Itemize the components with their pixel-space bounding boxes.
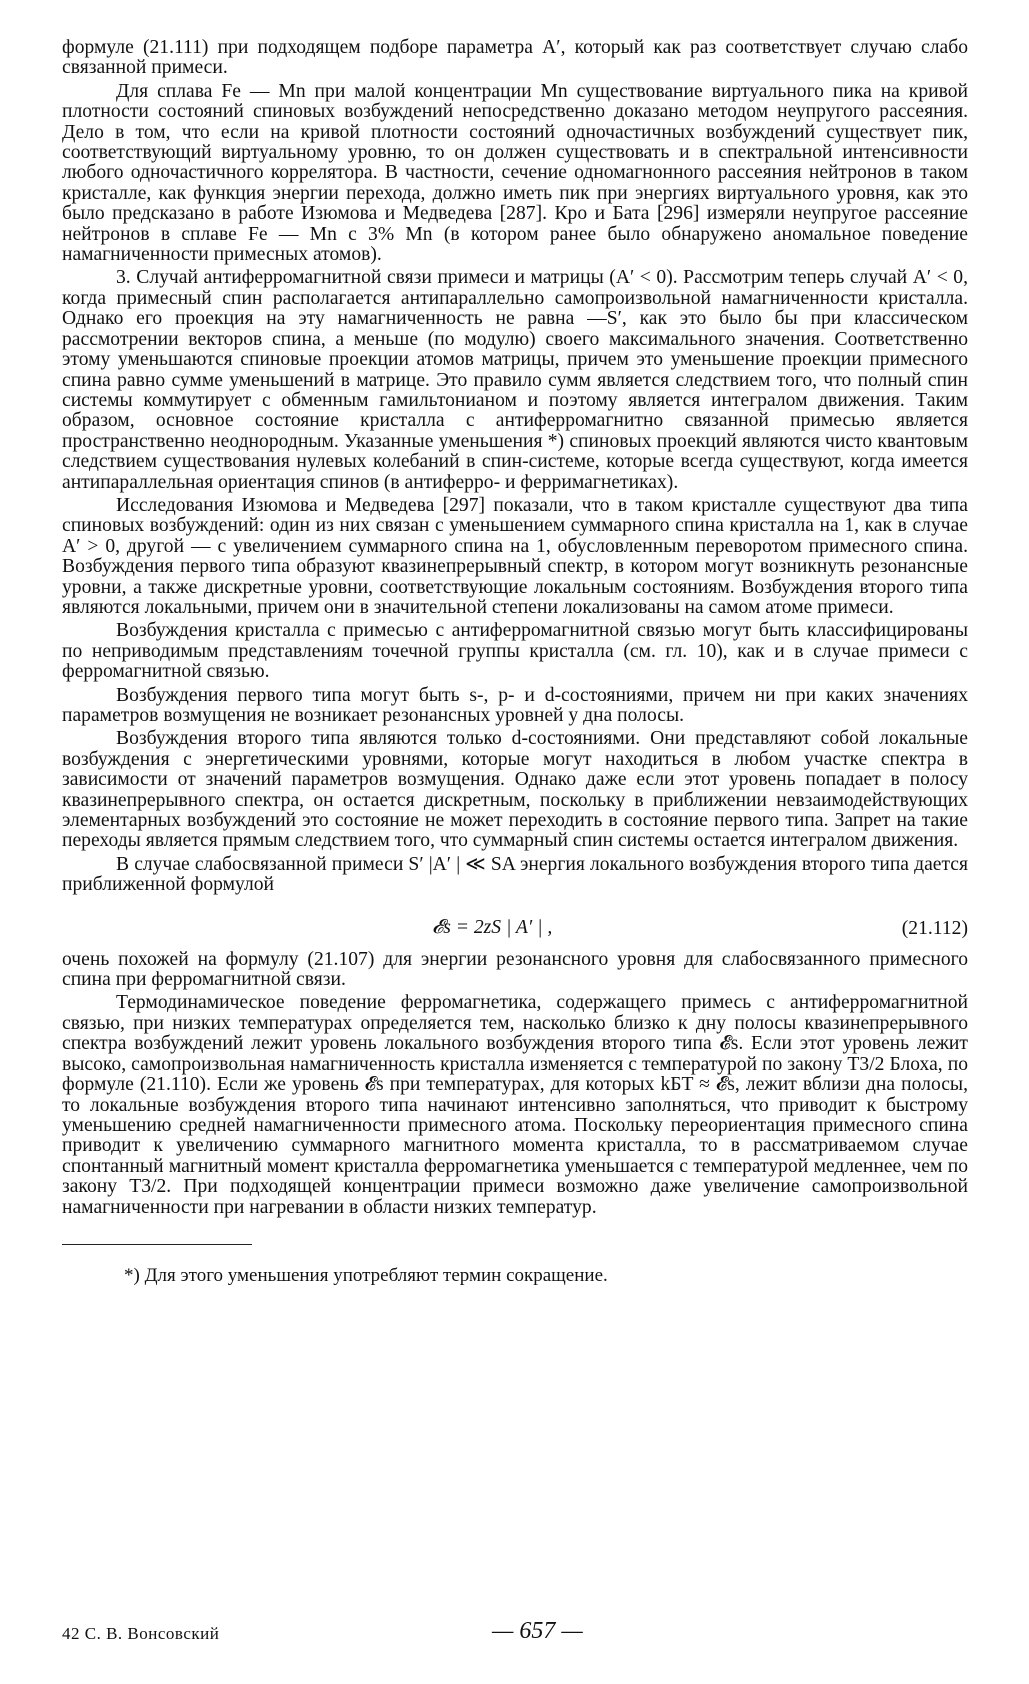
paragraph: Для сплава Fe — Mn при малой концентрации Mn существование виртуального пика на кривой плотности состояний спиновых возбуждений непосредственно доказано методом неупругого рассеяния. Дело в том, что если на кривой плотности состояний одночастичных возбуждений существует пик, соответствующий виртуальному уровню, то он должен существовать и в спектральной интенсивности любого одночастичного коррелятора. В частности, сечение одномагнонного рассеяния нейтронов в таком кристалле, как функция энергии перехода, должно иметь пик при энергиях виртуального уровня, как это было предсказано в работе Изюмова и Медведева [287]. Кро и Бата [296] измеряли неупругое рассеяние нейтронов в сплаве Fe — Mn с 3% Mn (в котором ранее было обнаружено аномальное поведение намагниченности примесных атомов). (62, 80, 968, 266)
equation-number: (21.112) (901, 917, 968, 939)
paragraph: Термодинамическое поведение ферромагнетика, содержащего примесь с антиферромагнитной связью, при низких температурах определяется тем, насколько близко к дну полосы квазинепрерывного спектра возбуждений лежит уровень локального возбуждения второго типа 𝓔s. Если этот уровень лежит высоко, самопроизвольная намагниченность кристалла изменяется с температурой по закону T3/2 Блоха, по формуле (21.110). Если же уровень 𝓔s при температурах, для которых kБT ≈ 𝓔s, лежит вблизи дна полосы, то локальные возбуждения второго типа начинают интенсивно заполняться, что приводит к быстрому уменьшению средней намагниченности примесного атома. Поскольку переориентация примесного спина приводит к увеличению суммарного магнитного момента кристалла, то в рассматриваемом случае спонтанный магнитный момент кристалла ферромагнетика уменьшается с температурой медленнее, чем по закону T3/2. При подходящей концентрации примеси возможно даже увеличение самопроизвольной намагниченности при нагревании в области низких температур. (62, 992, 968, 1218)
footnote: *) Для этого уменьшения употребляют термин сокращение. (124, 1264, 608, 1286)
page-footer (62, 1618, 968, 1652)
paragraph: Возбуждения второго типа являются только d-состояниями. Они представляют собой локальные возбуждения с энергетическими уровнями, которые могут находиться в любом участке спектра в зависимости от значений параметров возмущения. Однако даже если этот уровень попадает в полосу квазинепрерывного спектра, он остается дискретным, поскольку в приближении невзаимодействующих элементарных возбуждений это состояние не может переходить в состояние первого типа. Запрет на такие переходы является прямым следствием того, что суммарный спин системы остается интегралом движения. (62, 728, 968, 852)
paragraph: В случае слабосвязанной примеси S′ |A′ | ≪ SA энергия локального возбуждения второго типа дается приближенной формулой (62, 853, 968, 896)
footnote-divider (62, 1244, 252, 1245)
page-body (62, 38, 968, 1287)
paragraph: Исследования Изюмова и Медведева [297] показали, что в таком кристалле существуют два типа спиновых возбуждений: один из них связан с уменьшением суммарного спина кристалла на 1, как в случае A′ > 0, другой — с увеличением суммарного спина на 1, обусловленным переворотом примесного спина. Возбуждения первого типа образуют квазинепрерывный спектр, в котором могут возникнуть резонансные уровни, а также дискретные уровни, соответствующие локальным состояниям. Возбуждения второго типа являются локальными, причем они в значительной степени локализованы на самом атоме примеси. (62, 494, 968, 618)
paragraph: Возбуждения первого типа могут быть s-, p- и d-состояниями, причем ни при каких значениях параметров возмущения не возникает резонансных уровней у дна полосы. (62, 684, 968, 726)
equation: 𝓔s = 2zS | A′ | , (432, 916, 553, 938)
paragraph: Возбуждения кристалла с примесью с антиферромагнитной связью могут быть классифицированы по неприводимым представлениям точечной группы кристалла (см. гл. 10), как и в случае примеси с ферромагнитной связью. (62, 620, 968, 683)
page-number: — 657 — (492, 1618, 583, 1644)
paragraph: очень похожей на формулу (21.107) для энергии резонансного уровня для слабосвязанного примесного спина при ферромагнитной связи. (62, 948, 968, 991)
paragraph: формуле (21.111) при подходящем подборе параметра A′, который как раз соответствует случаю слабо связанной примеси. (62, 37, 968, 79)
signature-mark: 42 С. В. Вонсовский (62, 1624, 220, 1643)
paragraph: 3. Случай антиферромагнитной связи примеси и матрицы (A′ < 0). Рассмотрим теперь случай A′ < 0, когда примесный спин располагается антипараллельно самопроизвольной намагниченности кристалла. Однако его проекция на эту намагниченность не равна —S′, как это было бы при классическом рассмотрении векторов спина, а меньше (по модулю) своего максимального значения. Соответственно этому уменьшаются спиновые проекции атомов матрицы, причем это уменьшение проекции примесного спина равно сумме уменьшений в матрице. Это правило сумм является следствием того, что полный спин системы коммутирует с обменным гамильтонианом и поэтому является интегралом движения. Таким образом, основное состояние кристалла с антиферромагнитно связанной примесью является пространственно неоднородным. Указанные уменьшения *) спиновых проекций являются чисто квантовым следствием существования нулевых колебаний в спин-системе, которые всегда существуют, когда имеется антипараллельная ориентация спинов (в антиферро- и ферримагнетиках). (62, 267, 968, 493)
equation-row (62, 906, 968, 950)
